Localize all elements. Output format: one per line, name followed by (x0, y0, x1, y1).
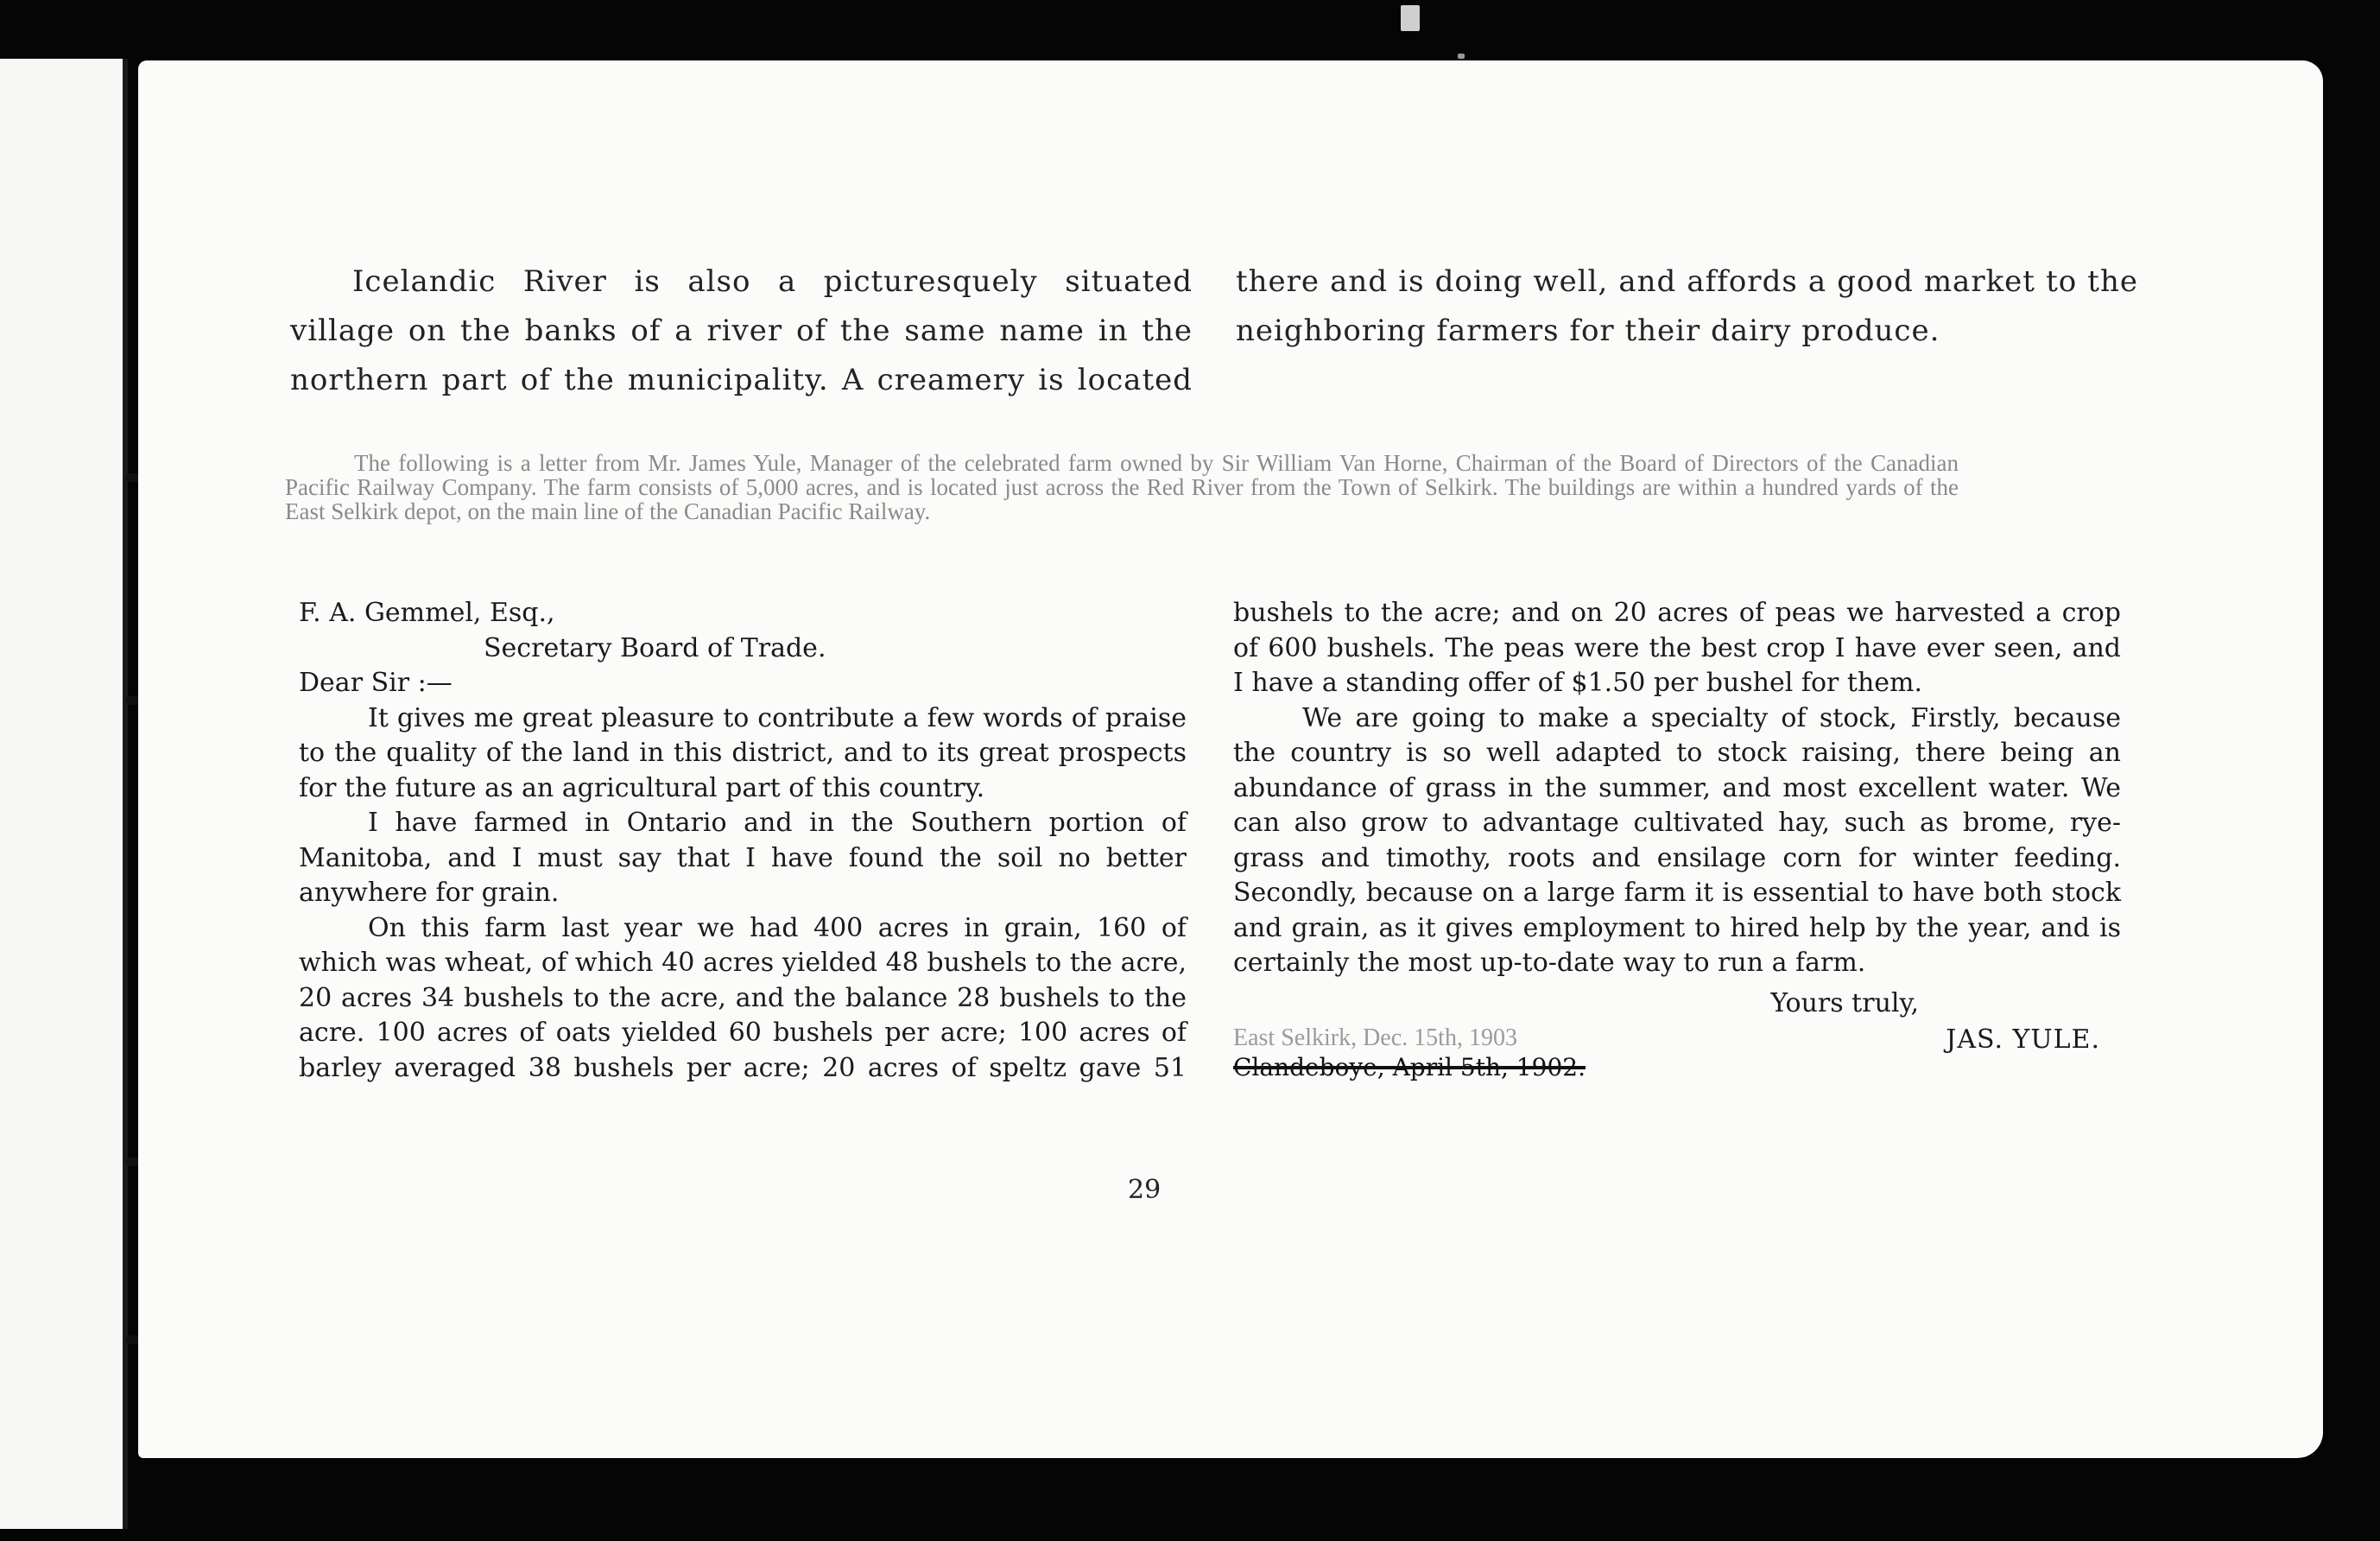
letter-addressee-title: Secretary Board of Trade. (484, 632, 826, 663)
scan-speck (1401, 5, 1420, 31)
place-date-struck: Clandeboye, April 5th, 1902. (1233, 1053, 1586, 1081)
signature-block (1233, 1021, 2121, 1092)
place-date-annotation: East Selkirk, Dec. 15th, 1903 (1233, 1024, 1517, 1051)
intro-paragraph: Icelandic River is also a picturesquely situated village on the banks of a river of the same name in the northern part of the municipality. A creamery is located there and is doing well, and affords a good market to the neighboring farmers for their dairy produce. (290, 264, 2138, 397)
facing-page-edge (0, 59, 128, 1529)
letter-salutation: Dear Sir :— (299, 668, 453, 698)
letter-paragraph: On this farm last year we had 400 acres in grain, 160 of which was wheat, of which 40 acres yielded 48 bushels to the acre, 20 acres 34 bushels to the acre, and the balance 28 bushels to the acre. 100 acres of oats yielded 60 bushels per acre; 100 acres of barley averaged 38 bushels per acre; 20 acres of speltz gave 51 bushels to the acre; and on 20 acres of peas we harvested a crop of 600 bushels. The peas were the best crop I have ever seen, and I have a standing offer of $1.50 per bushel for them. (299, 598, 2121, 1083)
letter-paragraph: I have farmed in Ontario and in the Southern portion of Manitoba, and I must say that I have found the soil no better anywhere for grain. (299, 808, 1187, 908)
intro-section (290, 257, 2138, 405)
letter (299, 596, 2121, 1092)
editor-note: The following is a letter from Mr. James Yule, Manager of the celebrated farm owned by Sir William Van Horne, Chairman of the Board of Directors of the Canadian Pacific Railway Company. The farm consists of 5,000 acres, and is located just across the Red River from the Town of Selkirk. The buildings are within a hundred yards of the East Selkirk depot, on the main line of the Canadian Pacific Railway. (285, 450, 1959, 524)
letter-paragraph: It gives me great pleasure to contribute a few words of praise to the quality of the land in this district, and to its great prospects for the future as an agricultural part of this country. (299, 702, 1187, 803)
document-page (138, 60, 2323, 1458)
letter-closing: Yours truly, (1770, 987, 1919, 1018)
scan-speck (1458, 54, 1465, 59)
letter-addressee: F. A. Gemmel, Esq., (299, 598, 555, 628)
letter-paragraph: We are going to make a specialty of stock, Firstly, because the country is so well adapted to stock raising, there being an abundance of grass in the summer, and most excellent water. We can also grow to advantage cultivated hay, such as brome, rye-grass and timothy, roots and ensilage corn for winter feeding. Secondly, because on a large farm it is essential to have both stock and grain, as it gives employment to hired help by the year, and is certainly the most up-to-date way to run a farm. (1233, 702, 2121, 978)
signature: JAS. YULE. (1946, 1024, 2100, 1055)
page-number: 29 (1128, 1175, 1162, 1205)
